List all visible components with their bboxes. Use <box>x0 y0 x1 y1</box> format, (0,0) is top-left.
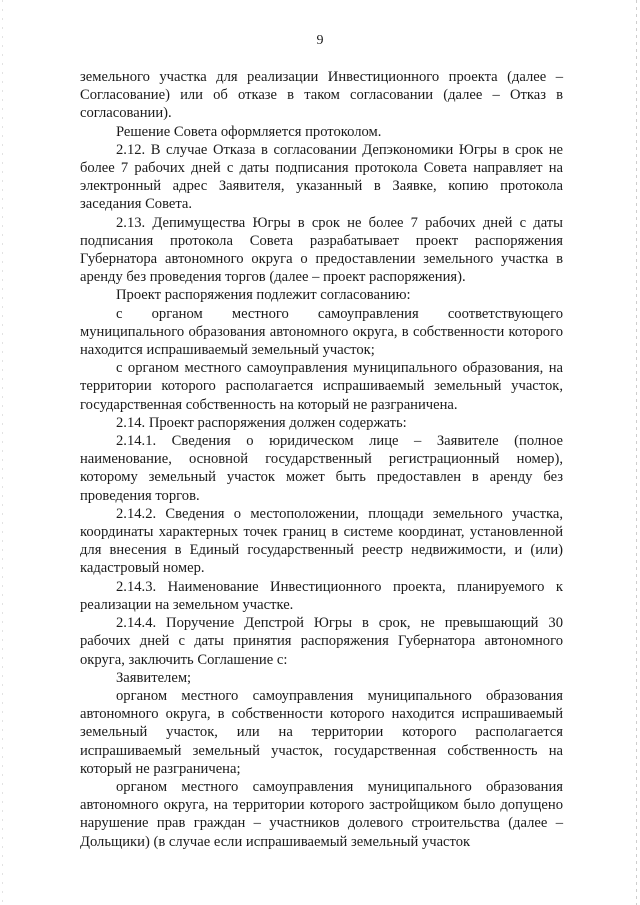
paragraph-approval-intro: Проект распоряжения подлежит согласованию: <box>116 287 411 304</box>
paragraph-council-decision: Решение Совета оформляется протоколом. <box>116 123 382 140</box>
paragraph-2-13: 2.13. Депимущества Югры в срок не более 7 рабочих дней с даты подписания протокола Совета разрабатывает проект распоряжения Губернатора автономного округа о предоставлении земельного участка в аренду без проведения торгов (далее – проект распоряжения). <box>80 214 563 286</box>
paragraph-local-authority-2: органом местного самоуправления муниципального образования автономного округа, на территории которого застройщиком было допущено нарушение прав граждан – участников долевого строительства (далее – Дольщики) (в случае если испрашиваемый земельный участок <box>80 778 563 850</box>
scan-left-edge <box>2 0 3 905</box>
paragraph-continuation: земельного участка для реализации Инвестиционного проекта (далее – Согласование) или об отказе в таком согласовании (далее – Отказ в согласовании). <box>80 69 563 122</box>
paragraph-2-14-1: 2.14.1. Сведения о юридическом лице – Заявителе (полное наименование, основной государственный регистрационный номер), которому земельный участок может быть предоставлен в аренду без проведения торгов. <box>80 433 563 504</box>
paragraph-approval-item-2: с органом местного самоуправления муниципального образования, на территории которого располагается испрашиваемый земельный участок, государственная собственность на который не разграничена. <box>80 360 563 413</box>
scan-right-edge <box>636 0 637 905</box>
paragraph-2-14: 2.14. Проект распоряжения должен содержать: <box>116 414 407 431</box>
paragraph-2-12: 2.12. В случае Отказа в согласовании Депэкономики Югры в срок не более 7 рабочих дней с даты подписания протокола Совета направляет на электронный адрес Заявителя, указанный в Заявке, копию протокола заседания Совета. <box>80 141 563 213</box>
paragraph-applicant: Заявителем; <box>116 669 192 686</box>
paragraph-2-14-3: 2.14.3. Наименование Инвестиционного проекта, планируемого к реализации на земельном участке. <box>80 578 563 613</box>
paragraph-2-14-4: 2.14.4. Поручение Депстрой Югры в срок, не превышающий 30 рабочих дней с даты принятия распоряжения Губернатора автономного округа, заключить Соглашение с: <box>80 615 563 668</box>
page-number: 9 <box>316 33 324 48</box>
document-body <box>80 68 563 851</box>
paragraph-2-14-2: 2.14.2. Сведения о местоположении, площади земельного участка, координаты характерных точек границ в системе координат, установленной для внесения в Единый государственный реестр недвижимости, и (или) кадастровый номер. <box>80 505 563 577</box>
paragraph-local-authority-1: органом местного самоуправления муниципального образования автономного округа, в собственности которого находится испрашиваемый земельный участок, или на территории которого располагается испрашиваемый земельный участок, государственная собственность на который не разграничена; <box>80 687 563 777</box>
paragraph-approval-item-1: с органом местного самоуправления соответствующего муниципального образования автономного округа, в собственности которого находится испрашиваемый земельный участок; <box>80 305 563 359</box>
